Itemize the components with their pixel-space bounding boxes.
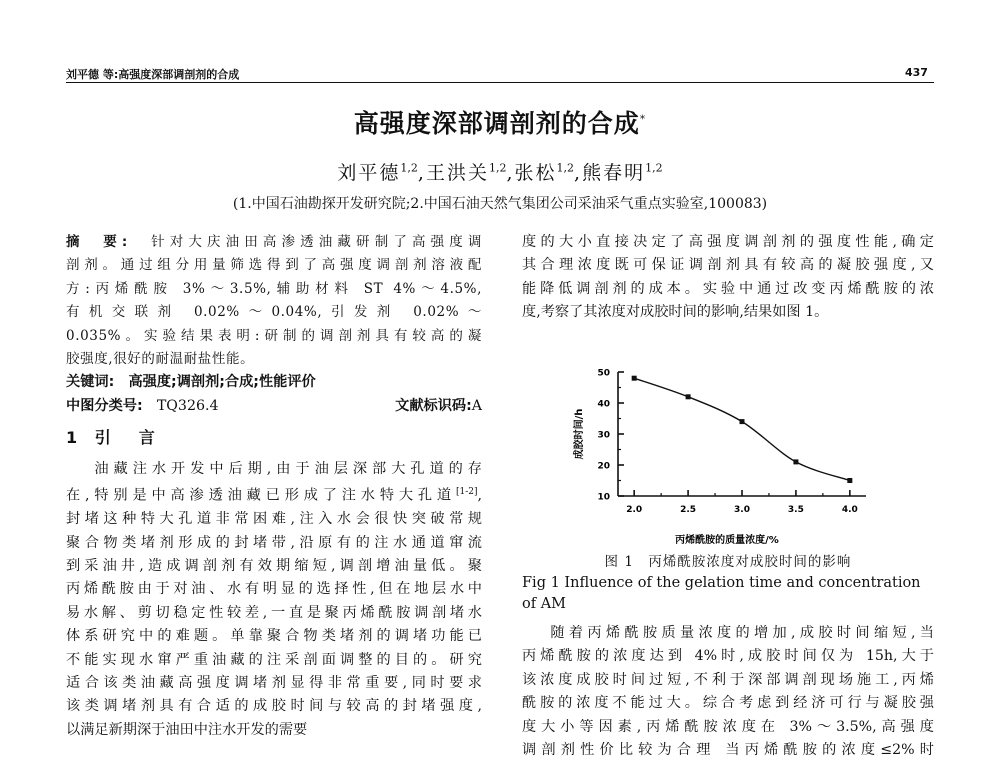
body-line: 体系研究中的难题。单靠聚合物类堵剂的调堵功能已 bbox=[66, 628, 482, 645]
doc-code-label: 文献标识码: bbox=[395, 397, 472, 414]
keywords bbox=[66, 371, 482, 394]
y-tick-label: 40 bbox=[597, 399, 610, 410]
body-line bbox=[66, 481, 482, 508]
data-point bbox=[686, 394, 691, 399]
x-tick-label: 4.0 bbox=[841, 505, 858, 515]
body-line: 适合该类油藏高强度调堵剂显得非常重要,同时要求 bbox=[66, 675, 482, 692]
x-tick-label: 3.0 bbox=[734, 505, 750, 515]
body-line: 油藏注水开发中后期,由于油层深部大孔道的存 bbox=[94, 460, 482, 477]
title-footnote-mark: * bbox=[639, 112, 647, 126]
author-sep: , bbox=[506, 162, 515, 184]
section-heading bbox=[66, 426, 482, 449]
page-number: 437 bbox=[905, 66, 928, 79]
x-tick-label: 2.5 bbox=[680, 505, 697, 515]
section-title: 引 言 bbox=[94, 428, 161, 448]
keywords-text: 高强度;调剖剂;合成;性能评价 bbox=[128, 374, 316, 391]
clc-label: 中图分类号: bbox=[66, 397, 143, 414]
author-name: 熊春明 bbox=[582, 162, 646, 184]
body-line: 到采油井,造成调剖剂有效期缩短,调剖增油量低。聚 bbox=[66, 558, 482, 575]
y-tick-label: 20 bbox=[597, 461, 610, 472]
body-line: 丙烯酰胺的浓度达到 4%时,成胶时间仅为 15h,大于 bbox=[522, 648, 934, 665]
abstract-line: 方:丙烯酰胺 3%～3.5%,辅助材料 ST 4%～4.5%, bbox=[66, 280, 482, 297]
body-line: 丙烯酰胺由于对油、水有明显的选择性,但在地层水中 bbox=[66, 581, 482, 598]
chart-ticks bbox=[597, 369, 857, 516]
author-affil: 1,2 bbox=[556, 161, 575, 175]
author-name: 王洪关 bbox=[425, 162, 489, 184]
abstract-text: 针对大庆油田高渗透油藏研制了高强度调 bbox=[151, 234, 482, 250]
figure-1-chart bbox=[572, 364, 892, 546]
author-sep: , bbox=[574, 162, 583, 184]
body-text: 在,特别是中高渗透油藏已形成了注水特大孔道 bbox=[66, 487, 456, 504]
classification-row bbox=[66, 395, 482, 418]
figure-caption-en: Fig 1 Influence of the gelation time and concentration of AM bbox=[522, 575, 921, 612]
y-tick-label: 10 bbox=[597, 492, 610, 503]
body-line: 以满足新期深于油田中注水开发的需要 bbox=[66, 721, 308, 738]
author-affil: 1,2 bbox=[488, 161, 507, 175]
body-line: 调剖剂性价比较为合理 当丙烯酰胺的浓度≤2%时 bbox=[522, 742, 934, 759]
left-column bbox=[66, 231, 482, 742]
title-text: 高强度深部调剖剂的合成 bbox=[353, 109, 640, 138]
y-axis-label: 成胶时间/h bbox=[574, 408, 585, 460]
body-line: 随着丙烯酰胺质量浓度的增加,成胶时间缩短,当 bbox=[550, 625, 934, 641]
clc-value: TQ326.4 bbox=[156, 397, 219, 414]
keywords-label: 关键词: bbox=[66, 374, 115, 391]
chart-points bbox=[632, 376, 853, 483]
body-line: 酰胺的浓度不能过大。综合考虑到经济可行与凝胶强 bbox=[522, 695, 934, 712]
body-line: 易水解、剪切稳定性较差,一直是聚丙烯酰胺调剖堵水 bbox=[66, 604, 482, 621]
author-sep: , bbox=[417, 162, 426, 184]
body-line: 度大小等因素,丙烯酰胺浓度在 3%～3.5%,高强度 bbox=[522, 718, 934, 735]
right-column bbox=[522, 231, 934, 325]
right-column-continued bbox=[522, 622, 934, 762]
series-line bbox=[634, 378, 850, 480]
paper-title bbox=[0, 104, 1000, 140]
body-line: 其合理浓度既可保证调剖剂具有较高的凝胶强度,又 bbox=[522, 257, 934, 274]
citation: [1-2] bbox=[455, 487, 478, 498]
abstract-line bbox=[66, 231, 482, 254]
x-tick-label: 3.5 bbox=[787, 505, 804, 515]
author-list bbox=[0, 158, 1000, 185]
abstract-line: 0.035%。实验结果表明:研制的调剖剂具有较高的凝 bbox=[66, 327, 482, 344]
x-tick-label: 2.0 bbox=[626, 505, 643, 515]
abstract-line: 有机交联剂 0.02%～0.04%,引发剂 0.02%～ bbox=[66, 304, 482, 321]
abstract-label: 摘 要: bbox=[66, 234, 128, 250]
data-point bbox=[793, 459, 798, 464]
y-tick-label: 30 bbox=[597, 430, 610, 441]
doc-code-value: A bbox=[471, 397, 482, 414]
author-affil: 1,2 bbox=[645, 161, 663, 175]
data-point bbox=[740, 419, 745, 424]
running-head: 刘平德 等:高强度深部调剖剂的合成 bbox=[66, 68, 240, 81]
body-line: 能降低调剖剂的成本。实验中通过改变丙烯酰胺的浓 bbox=[522, 280, 934, 297]
header-rule bbox=[66, 82, 934, 83]
body-text: , bbox=[477, 487, 482, 504]
body-line: 封堵这种特大孔道非常困难,注入水会很快突破常规 bbox=[66, 511, 482, 528]
author-affil: 1,2 bbox=[400, 161, 418, 175]
body-line: 聚合物类堵剂形成的封堵带,沿原有的注水通道窜流 bbox=[66, 534, 482, 551]
chart-axes bbox=[618, 372, 866, 496]
x-axis-label: 丙烯酰胺的质量浓度/% bbox=[675, 535, 779, 546]
body-line: 不能实现水窜严重油藏的注采剖面调整的目的。研究 bbox=[66, 651, 482, 668]
author-name: 刘平德 bbox=[337, 162, 401, 184]
y-tick-label: 50 bbox=[597, 368, 610, 379]
data-point bbox=[847, 478, 852, 483]
affiliation: (1.中国石油勘探开发研究院;2.中国石油天然气集团公司采油采气重点实验室,100083) bbox=[232, 196, 768, 212]
section-number: 1 bbox=[66, 428, 84, 448]
data-point bbox=[632, 376, 637, 381]
body-line: 度,考察了其浓度对成胶时间的影响,结果如图 1。 bbox=[522, 304, 829, 321]
abstract-line: 剖剂。通过组分用量筛选得到了高强度调剖剂溶液配 bbox=[66, 257, 482, 274]
abstract-line: 胶强度,很好的耐温耐盐性能。 bbox=[66, 351, 255, 368]
body-line: 该类调堵剂具有合适的成胶时间与较高的封堵强度, bbox=[66, 698, 482, 715]
figure-caption-cn: 图 1 丙烯酰胺浓度对成胶时间的影响 bbox=[604, 554, 852, 570]
body-line: 度的大小直接决定了高强度调剖剂的强度性能,确定 bbox=[522, 234, 934, 250]
author-name: 张松 bbox=[514, 162, 557, 184]
body-line: 该浓度成胶时间过短,不利于深部调剖现场施工,丙烯 bbox=[522, 671, 934, 688]
